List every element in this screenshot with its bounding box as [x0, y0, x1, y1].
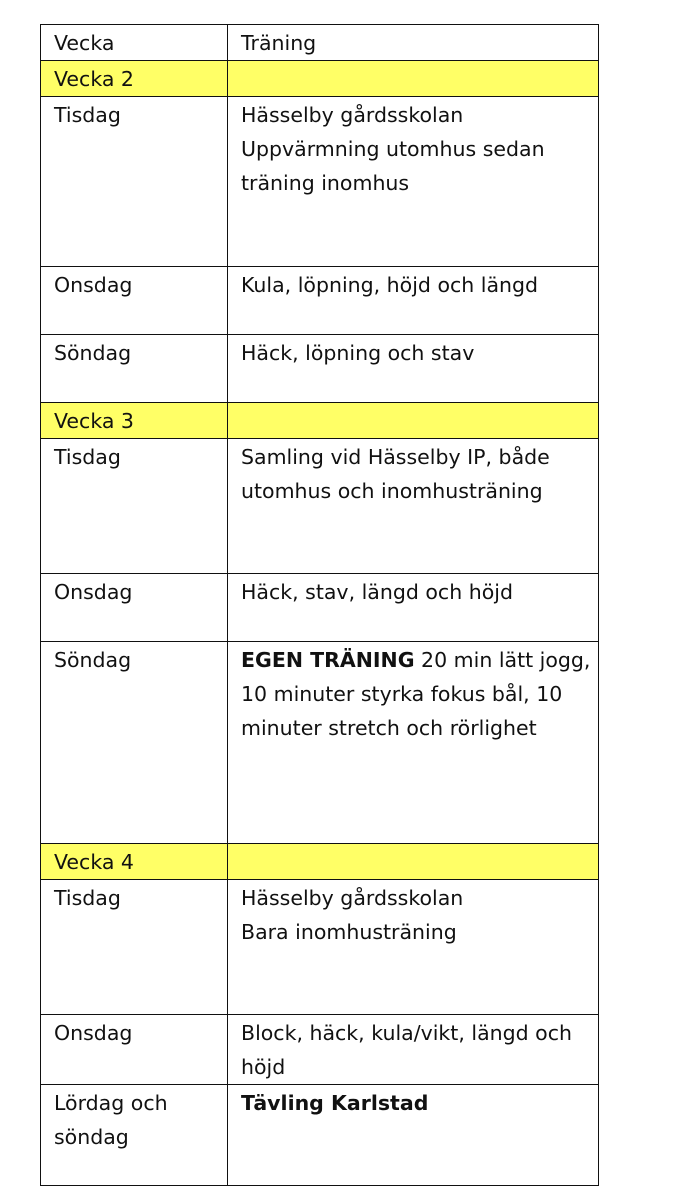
training-text: Block, häck, kula/vikt, längd och höjd: [241, 1021, 572, 1079]
training-line: Hässelby gårdsskolan: [241, 886, 464, 910]
training-cell: [228, 335, 599, 403]
day-row: [41, 1015, 599, 1085]
week-label: Vecka 3: [54, 409, 134, 433]
day-row: [41, 335, 599, 403]
day-label: Tisdag: [54, 886, 121, 910]
day-cell: [41, 335, 228, 403]
training-schedule-table: [40, 24, 599, 1186]
day-row: [41, 1085, 599, 1186]
day-label: Lördag och söndag: [54, 1091, 168, 1149]
day-label: Söndag: [54, 341, 132, 365]
day-row: [41, 97, 599, 267]
day-label: Söndag: [54, 648, 132, 672]
training-text: Kula, löpning, höjd och längd: [241, 273, 539, 297]
training-cell: [228, 439, 599, 574]
day-label: Tisdag: [54, 445, 121, 469]
training-cell: [228, 1085, 599, 1186]
training-cell: [228, 97, 599, 267]
training-cell: [228, 642, 599, 844]
week-row: [41, 61, 599, 97]
header-training: Träning: [241, 31, 317, 55]
day-row: [41, 880, 599, 1015]
week-label: Vecka 2: [54, 67, 134, 91]
training-text: [241, 642, 598, 745]
week-empty-cell: [228, 844, 599, 880]
training-text: Samling vid Hässelby IP, både utomhus och inomhusträning: [241, 445, 550, 503]
training-cell: [228, 880, 599, 1015]
day-label: Onsdag: [54, 273, 133, 297]
training-cell: [228, 574, 599, 642]
day-label: Onsdag: [54, 1021, 133, 1045]
day-cell: [41, 880, 228, 1015]
week-empty-cell: [228, 403, 599, 439]
training-line: Uppvärmning utomhus sedan träning inomhus: [241, 137, 545, 195]
week-label-cell: [41, 844, 228, 880]
day-cell: [41, 1085, 228, 1186]
header-training-cell: [228, 25, 599, 61]
header-week: Vecka: [54, 31, 115, 55]
day-cell: [41, 642, 228, 844]
training-bold-text: Tävling Karlstad: [241, 1091, 429, 1115]
day-row: [41, 642, 599, 844]
training-line: Hässelby gårdsskolan: [241, 103, 464, 127]
day-cell: [41, 574, 228, 642]
day-row: [41, 574, 599, 642]
day-label: Onsdag: [54, 580, 133, 604]
week-label-cell: [41, 61, 228, 97]
week-label-cell: [41, 403, 228, 439]
training-cell: [228, 1015, 599, 1085]
day-cell: [41, 97, 228, 267]
week-row: [41, 844, 599, 880]
week-row: [41, 403, 599, 439]
day-cell: [41, 439, 228, 574]
training-line: Bara inomhusträning: [241, 920, 457, 944]
training-text: Häck, löpning och stav: [241, 341, 475, 365]
week-empty-cell: [228, 61, 599, 97]
training-cell: [228, 267, 599, 335]
header-row: [41, 25, 599, 61]
training-text: Häck, stav, längd och höjd: [241, 580, 513, 604]
day-label: Tisdag: [54, 103, 121, 127]
day-cell: [41, 267, 228, 335]
header-week-cell: [41, 25, 228, 61]
day-row: [41, 267, 599, 335]
week-label: Vecka 4: [54, 850, 134, 874]
day-row: [41, 439, 599, 574]
training-bold-text: EGEN TRÄNING: [241, 648, 415, 672]
day-cell: [41, 1015, 228, 1085]
training-plain-text: 20 min lätt jogg, 10 minuter styrka fokus bål, 10 minuter stretch och rörlighet: [241, 648, 591, 740]
